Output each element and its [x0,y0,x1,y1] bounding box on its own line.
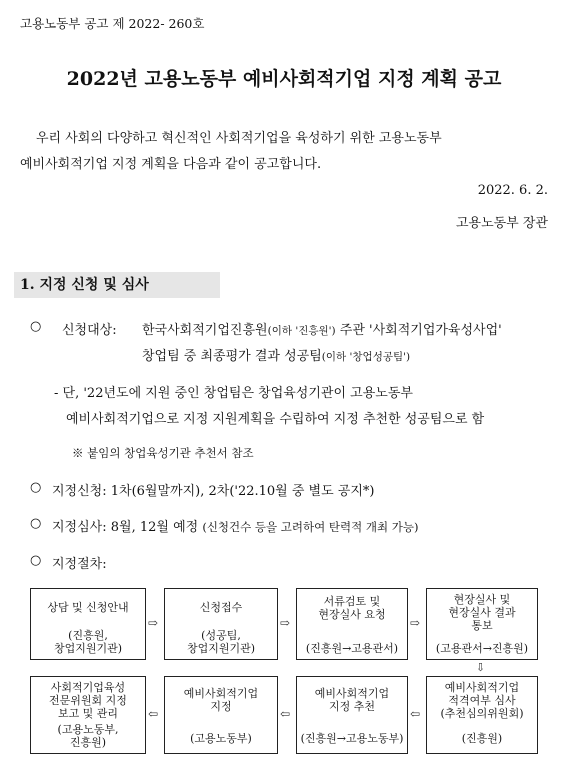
flow-step-title: 예비사회적기업 적격여부 심사 (추천심의위원회) [440,681,524,720]
apply-schedule: 지정신청: 1차(6월말까지), 2차('22.10월 중 별도 공지*) [52,484,375,499]
flow-step-document-review [296,588,408,660]
apply-bullet: ○ [30,480,42,495]
target-program: 주관 '사회적기업가육성사업' [339,323,502,338]
flow-step-designation [164,676,278,754]
flow-step-title: 서류검토 및 현장실사 요청 [318,595,386,621]
flow-step-site-inspection [426,588,538,660]
flow-step-actor: (성공팀, 창업지원기관) [186,629,256,655]
attachment-note: ※ 붙임의 창업육성기관 추천서 참조 [72,446,254,460]
flow-step-title: 예비사회적기업 지정 추천 [314,687,390,713]
flow-step-actor: (진흥원→고용노동부) [300,732,404,745]
target-label: 신청대상: [62,323,117,338]
arrow-right-icon: ⇨ [280,616,291,630]
flow-step-actor: (진흥원→고용관서) [305,642,399,655]
flow-step-eligibility-review [426,676,538,754]
flow-step-receipt [164,588,278,660]
flow-step-title: 사회적기업육성 전문위원회 지정 보고 및 관리 [49,681,127,720]
target-line-2 [142,345,410,364]
flow-step-title: 상담 및 신청안내 [47,601,129,614]
flow-step-actor: (고용관서→진흥원) [435,642,529,655]
arrow-right-icon: ⇨ [148,616,159,630]
flow-step-recommendation [296,676,408,754]
review-note: (신청건수 등을 고려하여 탄력적 개최 가능) [202,520,419,534]
page-title: 2022년 고용노동부 예비사회적기업 지정 계획 공고 [66,68,502,90]
target-org-abbr: (이하 '진흥원') [267,325,336,337]
flow-step-actor: (고용노동부, 진흥원) [57,723,119,749]
arrow-down-icon: ⇩ [476,661,486,674]
intro-line-1: 우리 사회의 다양하고 혁신적인 사회적기업을 육성하기 위한 고용노동부 [36,131,442,146]
arrow-left-icon: ⇦ [148,707,159,721]
flow-step-actor: (진흥원, 창업지원기관) [53,629,123,655]
flow-step-title: 신청접수 [199,601,243,614]
target-bullet: ○ [30,319,42,334]
target-org: 한국사회적기업진흥원 [142,323,268,338]
exception-line-1: - 단, '22년도에 지원 중인 창업팀은 창업육성기관이 고용노동부 [54,386,413,401]
notice-signer: 고용노동부 장관 [455,216,548,231]
review-bullet: ○ [30,516,42,531]
notice-number: 고용노동부 공고 제 2022- 260호 [20,16,205,31]
flow-step-consult [30,588,146,660]
review-months: 지정심사: 8월, 12월 예정 [52,520,199,535]
review-schedule [52,516,418,535]
target-line-1 [142,319,502,338]
target-team: 창업팀 중 최종평가 결과 성공팀 [142,349,322,364]
section-heading: 1. 지정 신청 및 심사 [14,272,220,298]
target-team-abbr: (이하 '창업성공팀') [321,351,411,363]
flow-step-actor: (고용노동부) [190,732,252,745]
flow-step-title: 예비사회적기업 지정 [183,687,259,713]
arrow-left-icon: ⇦ [410,707,421,721]
intro-line-2: 예비사회적기업 지정 계획을 다음과 같이 공고합니다. [20,157,322,172]
flow-step-committee-report [30,676,146,754]
arrow-left-icon: ⇦ [280,707,291,721]
notice-date: 2022. 6. 2. [477,183,548,198]
flow-step-actor: (진흥원) [461,732,503,745]
exception-line-2: 예비사회적기업으로 지정 지원계획을 수립하여 지정 추천한 성공팀으로 함 [66,412,485,427]
procedure-bullet: ○ [30,553,42,568]
arrow-right-icon: ⇨ [410,616,421,630]
flow-step-title: 현장실사 및 현장실사 결과 통보 [448,593,516,632]
procedure-label: 지정절차: [52,557,107,572]
